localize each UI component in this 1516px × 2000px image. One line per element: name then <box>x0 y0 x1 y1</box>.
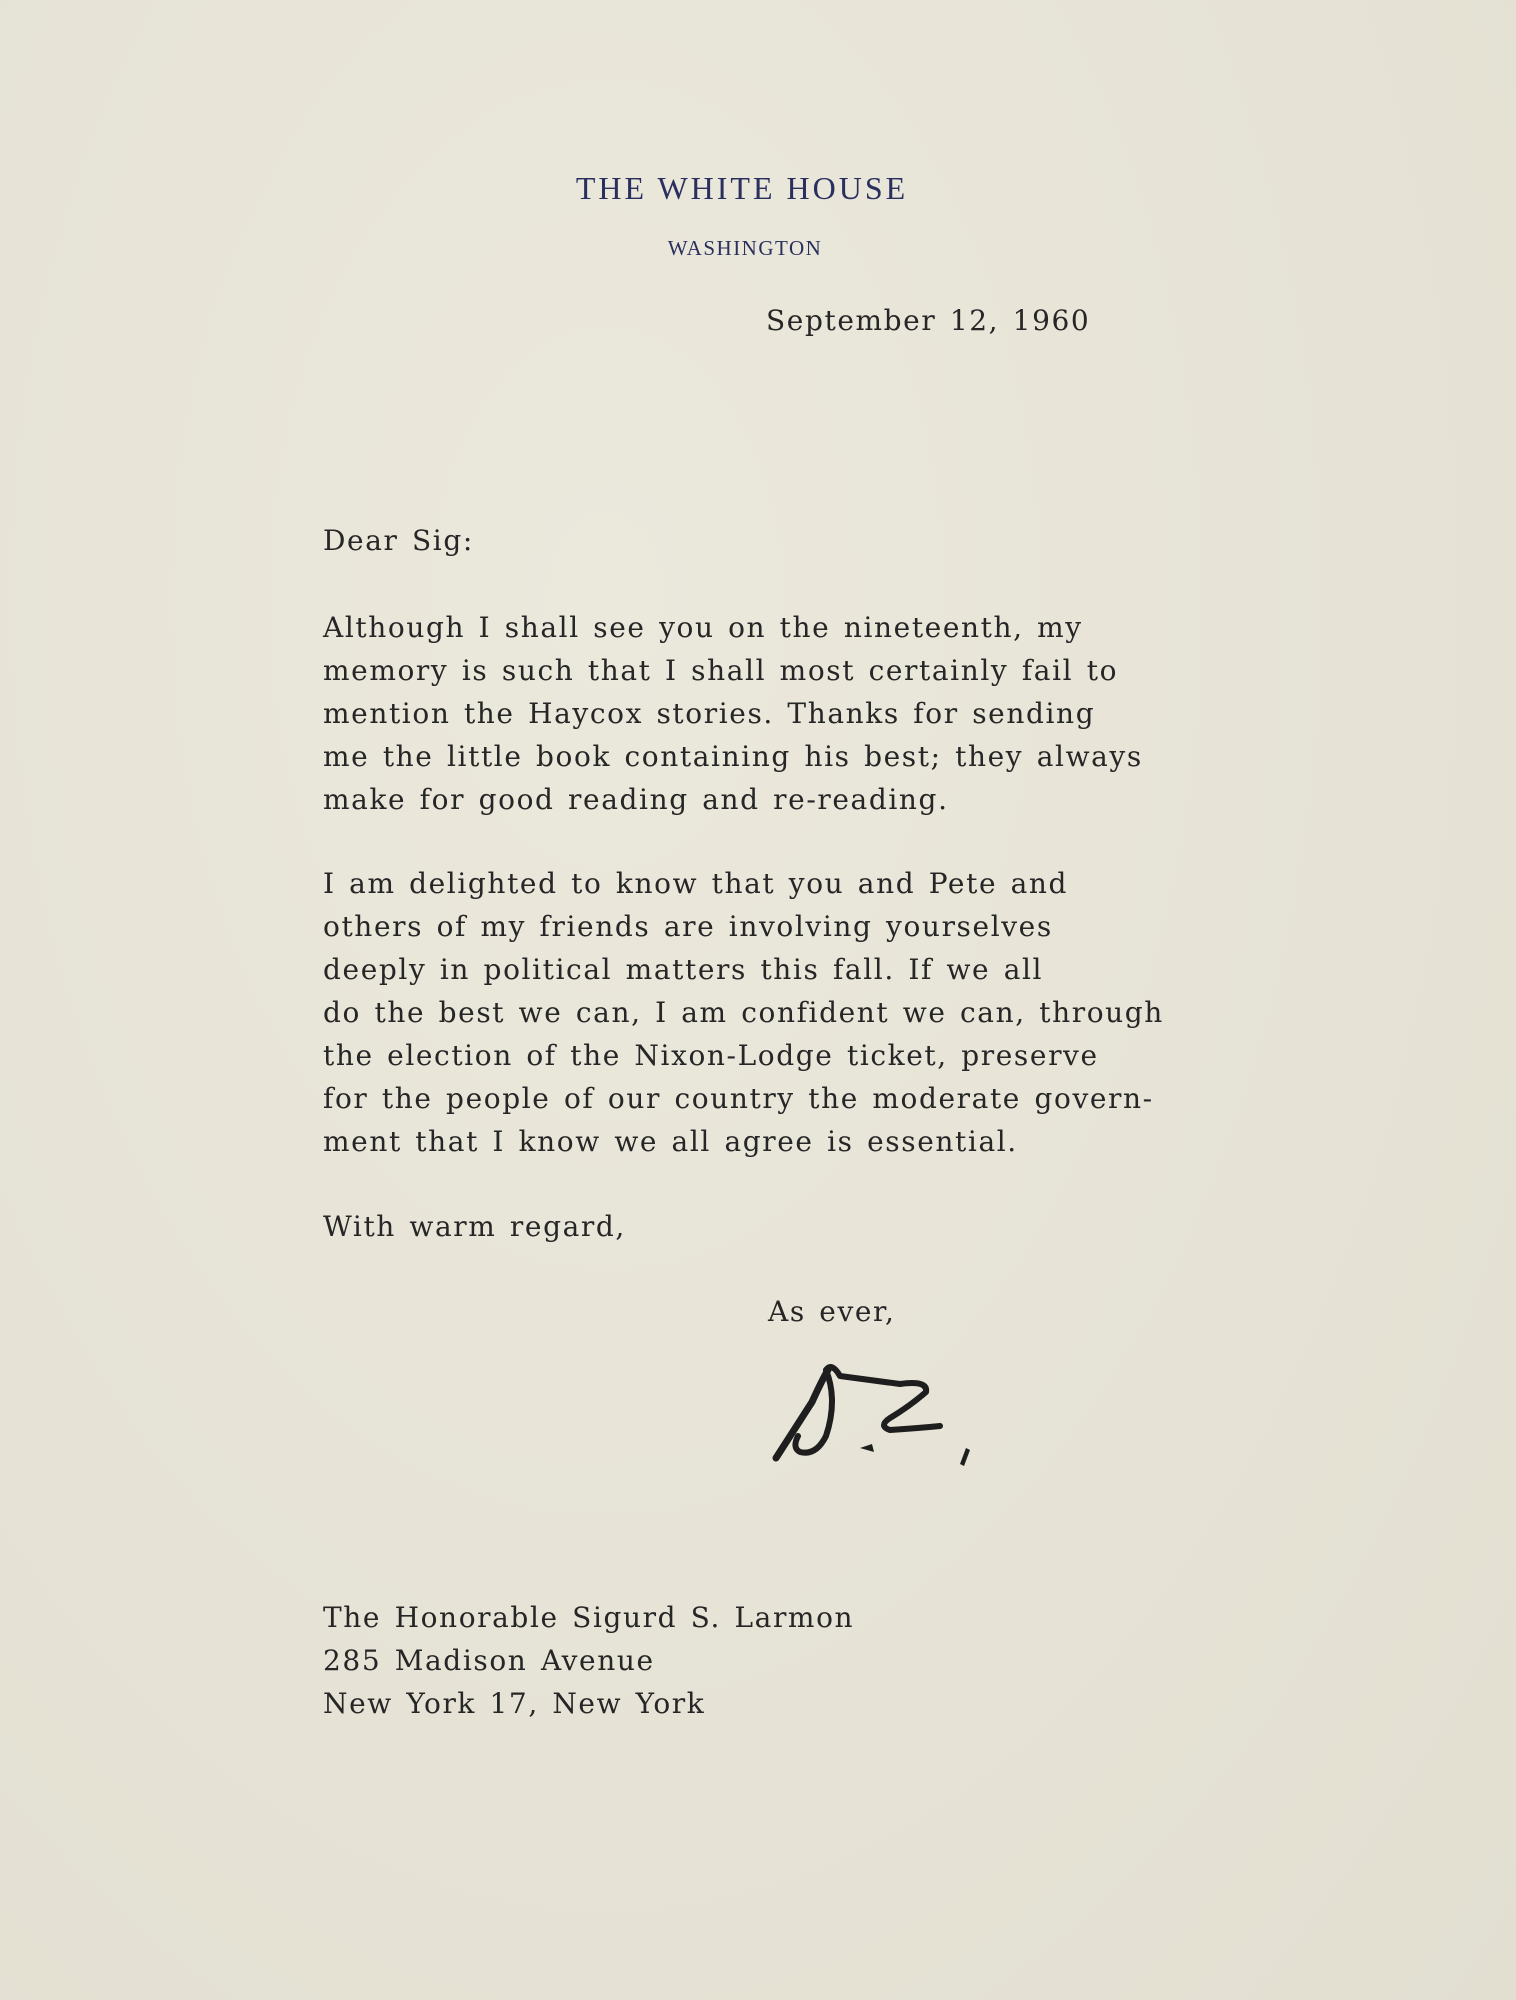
signature-dot <box>860 1444 874 1452</box>
paragraph-2 <box>323 862 1164 1163</box>
text-line: for the people of our country the moderate govern- <box>323 1082 1154 1115</box>
closing: With warm regard, <box>323 1210 626 1243</box>
letter-date: September 12, 1960 <box>766 304 1091 337</box>
paragraph-1 <box>323 606 1143 821</box>
text-line: I am delighted to know that you and Pete and <box>323 867 1069 900</box>
address-line: 285 Madison Avenue <box>323 1644 655 1677</box>
letterhead-subtitle: WASHINGTON <box>667 236 823 260</box>
text-line: mention the Haycox stories. Thanks for sending <box>323 697 1096 730</box>
text-line: deeply in political matters this fall. If we all <box>323 953 1044 986</box>
text-line: ment that I know we all agree is essential. <box>323 1125 1018 1158</box>
text-line: do the best we can, I am confident we can, through <box>323 996 1164 1029</box>
handwritten-signature <box>760 1340 1000 1480</box>
text-line: the election of the Nixon-Lodge ticket, preserve <box>323 1039 1099 1072</box>
valediction: As ever, <box>768 1295 896 1328</box>
address-line: New York 17, New York <box>323 1687 706 1720</box>
salutation: Dear Sig: <box>323 524 474 557</box>
letterhead-title: THE WHITE HOUSE <box>575 170 909 206</box>
text-line: make for good reading and re-reading. <box>323 783 949 816</box>
text-line: me the little book containing his best; they always <box>323 740 1143 773</box>
text-line: Although I shall see you on the nineteenth, my <box>323 611 1083 644</box>
recipient-address <box>323 1596 854 1725</box>
text-line: memory is such that I shall most certainly fail to <box>323 654 1119 687</box>
address-line: The Honorable Sigurd S. Larmon <box>323 1601 855 1634</box>
signature-period <box>960 1448 970 1466</box>
text-line: others of my friends are involving yourselves <box>323 910 1053 943</box>
